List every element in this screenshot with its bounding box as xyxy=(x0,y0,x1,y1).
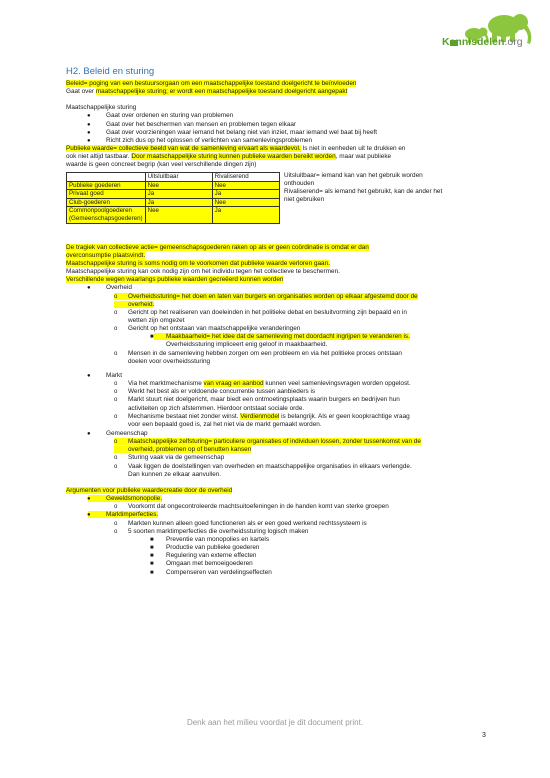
document-body xyxy=(66,62,496,577)
sub-item-cont: voor een bepaald goed is, zal het niet via de markt gemaakt worden. xyxy=(128,420,322,428)
sub-item-cont: overheid, problemen op of benutten kansen xyxy=(66,446,496,454)
sub-item: o Voorkomt dat ongecontroleerde machtsuitoefeningen in de handen komt van sterke groepen xyxy=(114,503,389,511)
table-row xyxy=(67,207,280,223)
table-cell: Ja xyxy=(212,190,279,199)
table-cell: Ja xyxy=(212,207,279,223)
table-row xyxy=(67,181,280,190)
list-item: ● Gaat over het beschermen van mensen en problemen tegen elkaar xyxy=(87,120,297,128)
list-item: ● Gaat over ordenen en sturing van problemen xyxy=(87,112,234,120)
sub-item-cont: overheid. xyxy=(66,301,496,309)
table-header: Rivaliserend xyxy=(212,172,279,181)
sub-item: o Gericht op het ontstaan van maatschappelijke veranderingen xyxy=(114,325,301,333)
list-item-markt: ● Markt xyxy=(87,371,122,379)
sub-item: o Markt stuurt niet doelgericht, maar biedt een ontmoetingsplaats waarin burgers en bedrijven hun xyxy=(114,396,400,404)
sub-item: o Mensen in de samenleving hebben zorgen om een probleem en via het politieke proces ontstaan xyxy=(114,349,402,357)
publieke-waarde-line: Publieke waarde= collectieve beeld van wat de samenleving ervaart als waardevol. Is niet in eenheden uit te drukken en xyxy=(66,145,406,153)
tragiek-line: overconsumptie plaatsvindt. xyxy=(66,251,146,259)
table-cell: Nee xyxy=(145,207,212,223)
sturing-heading: Maatschappelijke sturing xyxy=(66,104,137,112)
list-item: ● Richt zich dus op het oplossen of verlichten van samenlevingsproblemen xyxy=(87,136,313,144)
sub-item: o Werkt het best als er voldoende concurrentie tussen aanbieders is xyxy=(114,388,316,396)
sub-sub-item: ■ Maakbaarheid= het idee dat de samenleving met doordacht ingrijpen te veranderen is. xyxy=(150,333,410,341)
table-cell: Commonpoolgoederen (Gemeenschapsgoederen) xyxy=(67,207,146,223)
sub-item: o Overheidssturing= het doen en laten van burgers en organisaties worden op elkaar afgestemd door de xyxy=(114,292,418,300)
sub-sub-item: ■ Productie van publieke goederen xyxy=(150,544,260,552)
sub-item: o Via het marktmechanisme van vraag en aanbod kunnen veel samenlevingsvragen worden opgelost. xyxy=(114,380,411,388)
tragiek-line: Maatschappelijke sturing kan ook nodig zijn om het individu tegen het collectieve te beschermen. xyxy=(66,268,340,276)
table-cell: Privaat goed xyxy=(67,190,146,199)
sub-sub-item: ■ Compenseren van verdelingseffecten xyxy=(150,568,272,576)
sub-item-cont: wetten zijn omgezet xyxy=(128,316,185,324)
list-item: ● Gaat over voorzieningen waar iemand het belang niet van inziet, maar iemand wel baat bij heeft xyxy=(87,128,378,136)
table-cell: Ja xyxy=(145,190,212,199)
sub-item: o Maatschappelijke zelfsturing= particuliere organisaties of individuen lossen, zonder tussenkomst van de xyxy=(114,438,421,446)
sub-item: o Sturing vaak via de gemeenschap xyxy=(114,454,225,462)
goods-table xyxy=(66,172,280,224)
definition-sturing: Gaat over maatschappelijke sturing; er wordt een maatschappelijke toestand doelgericht aangepakt xyxy=(66,88,348,96)
list-item-gemeenschap: ● Gemeenschap xyxy=(87,430,148,437)
sub-item: o Markten kunnen alleen goed functioneren als er een goed werkend rechtssysteem is xyxy=(114,519,367,527)
sub-item-cont: Dan kunnen ze elkaar aanvullen. xyxy=(128,470,222,478)
list-item-overheid: ● Overheid xyxy=(87,284,132,292)
tragiek-line: De tragiek van collectieve actie= gemeenschapsgoederen raken op als er geen coördinatie is omdat er dan xyxy=(66,243,369,251)
table-cell: Publieke goederen xyxy=(67,181,146,190)
sub-item: o Gericht op het realiseren van doeleinden in het politieke debat en besluitvorming zijn bepaald en in xyxy=(114,308,407,316)
publieke-waarde-line: waarde is geen concreet begrip (kan veel verschillende dingen zijn) xyxy=(66,161,257,169)
sub-item: o Mechanisme bestaat niet zonder winst. Verdienmodel is belangrijk. Als er geen koopkrachtige vraag xyxy=(114,412,410,420)
list-item: ● Geweldsmonopolie. xyxy=(87,495,163,503)
tragiek-line: Maatschappelijke sturing is soms nodig om te voorkomen dat publieke waarde verloren gaan. xyxy=(66,259,330,267)
table-cell: Nee xyxy=(145,181,212,190)
table-cell: Club-goederen xyxy=(67,198,146,207)
sub-sub-item: ■ Regulering van externe effecten xyxy=(150,552,257,560)
footer-note: Denk aan het milieu voordat je dit document print. xyxy=(186,718,364,727)
logo-text[interactable]: Kennisdelen.org xyxy=(442,36,523,48)
table-row xyxy=(67,198,280,207)
table-cell: Ja xyxy=(145,198,212,207)
table-cell: Nee xyxy=(212,198,279,207)
table-header xyxy=(67,172,146,181)
elephant-logo-icon xyxy=(422,10,542,58)
table-side-notes: Uitsluitbaar= iemand kan van het gebruik worden onthouden Rivaliserend= als iemand het gebruikt, kan de ander het niet gebruiken xyxy=(284,171,443,204)
wegen-heading: Verschillende wegen waarlangs publieke waarden gecreëerd kunnen worden xyxy=(66,276,284,284)
sub-sub-item: ■ Omgaan met bemoeigoederen xyxy=(150,560,253,568)
sub-item-cont: activiteiten op zich afstemmen. Hierdoor ontstaat sociale orde. xyxy=(128,404,305,412)
argumenten-heading: Argumenten voor publieke waardecreatie door de overheid xyxy=(66,486,233,494)
sub-sub-item: ■ Preventie van monopolies en kartels xyxy=(150,535,270,543)
table-cell: Nee xyxy=(212,181,279,190)
sub-item: o Vaak liggen de doelstellingen van overheden en maatschappelijke organisaties in elkaars verlengde. xyxy=(114,462,412,470)
sub-sub-item-cont: Overheidssturing impliceert enig geloof in maakbaarheid. xyxy=(166,341,328,349)
section-title: H2. Beleid en sturing xyxy=(66,66,155,77)
page-number: 3 xyxy=(482,732,486,739)
sub-item-cont: doelen voor overheidssturing xyxy=(128,357,211,365)
definition-beleid: Beleid= poging van een bestuursorgaan om een maatschappelijke toestand doelgericht te beïnvloeden xyxy=(66,80,357,87)
table-header: Uitsluitbaar xyxy=(145,172,212,181)
table-row xyxy=(67,190,280,199)
publieke-waarde-line: ook niet altijd tastbaar. Door maatschappelijke sturing kunnen publieke waarden bereikt worden, maar wat publieke xyxy=(66,153,392,161)
list-item: ● Marktimperfecties. xyxy=(87,511,159,519)
sub-item: o 5 soorten marktimperfecties die overheidssturing logisch maken xyxy=(114,527,309,535)
